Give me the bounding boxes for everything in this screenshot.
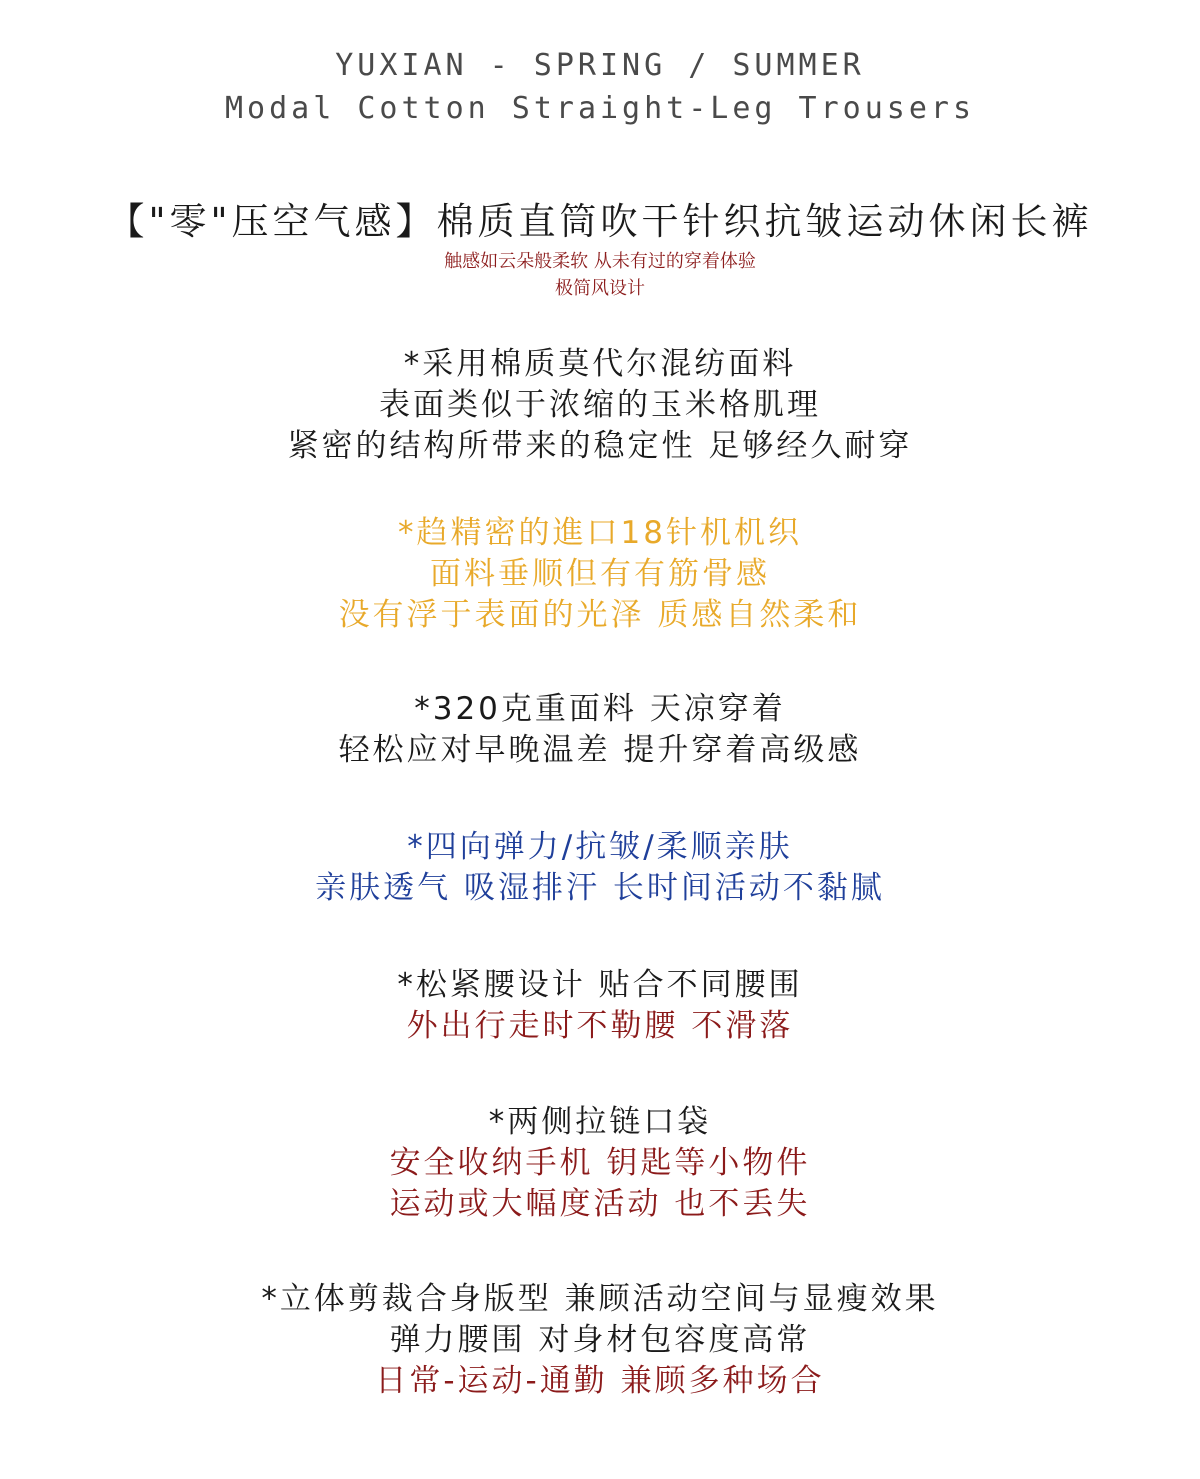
feature-line: 弹力腰围 对身材包容度高常 (389, 1322, 811, 1358)
feature-line: 外出行走时不勒腰 不滑落 (406, 1008, 794, 1044)
feature-line: 没有浮于表面的光泽 质感自然柔和 (338, 597, 862, 633)
brand-product-name: Modal Cotton Straight-Leg Trousers (224, 91, 976, 126)
feature-line: *两侧拉链口袋 (488, 1104, 712, 1140)
product-title: 【"零"压空气感】棉质直筒吹干针织抗皱运动休闲长裤 (107, 200, 1093, 243)
feature-pockets (0, 1102, 1200, 1225)
feature-line: *松紧腰设计 贴合不同腰围 (397, 967, 803, 1003)
feature-line: *立体剪裁合身版型 兼顾活动空间与显瘦效果 (261, 1281, 939, 1317)
feature-line: 轻松应对早晚温差 提升穿着高级感 (338, 732, 862, 768)
brand-header (0, 44, 1200, 130)
feature-knitting (0, 513, 1200, 636)
feature-line: 日常-运动-通勤 兼顾多种场合 (375, 1363, 825, 1399)
feature-line: 运动或大幅度活动 也不丢失 (389, 1186, 811, 1222)
product-tagline: 触感如云朵般柔软 从未有过的穿着体验 (444, 251, 756, 272)
feature-line: 亲肤透气 吸湿排汗 长时间活动不黏腻 (315, 870, 885, 906)
feature-line: 安全收纳手机 钥匙等小物件 (389, 1145, 811, 1181)
product-title-block (0, 196, 1200, 302)
feature-line: *320克重面料 天凉穿着 (414, 691, 786, 727)
feature-line: 紧密的结构所带来的稳定性 足够经久耐穿 (287, 428, 913, 464)
feature-waistband (0, 965, 1200, 1047)
feature-line: 面料垂顺但有有筋骨感 (430, 556, 770, 592)
feature-fabric (0, 344, 1200, 467)
feature-line: 表面类似于浓缩的玉米格肌理 (379, 387, 821, 423)
feature-line: *趋精密的進口18针机机织 (398, 515, 802, 551)
brand-season-line: YUXIAN - SPRING / SUMMER (335, 48, 865, 83)
feature-fit (0, 1279, 1200, 1402)
feature-weight (0, 689, 1200, 771)
feature-line: *采用棉质莫代尔混纺面料 (403, 346, 797, 382)
product-style-note: 极简风设计 (555, 278, 645, 299)
feature-stretch (0, 827, 1200, 909)
feature-line: *四向弹力/抗皱/柔顺亲肤 (407, 829, 793, 865)
